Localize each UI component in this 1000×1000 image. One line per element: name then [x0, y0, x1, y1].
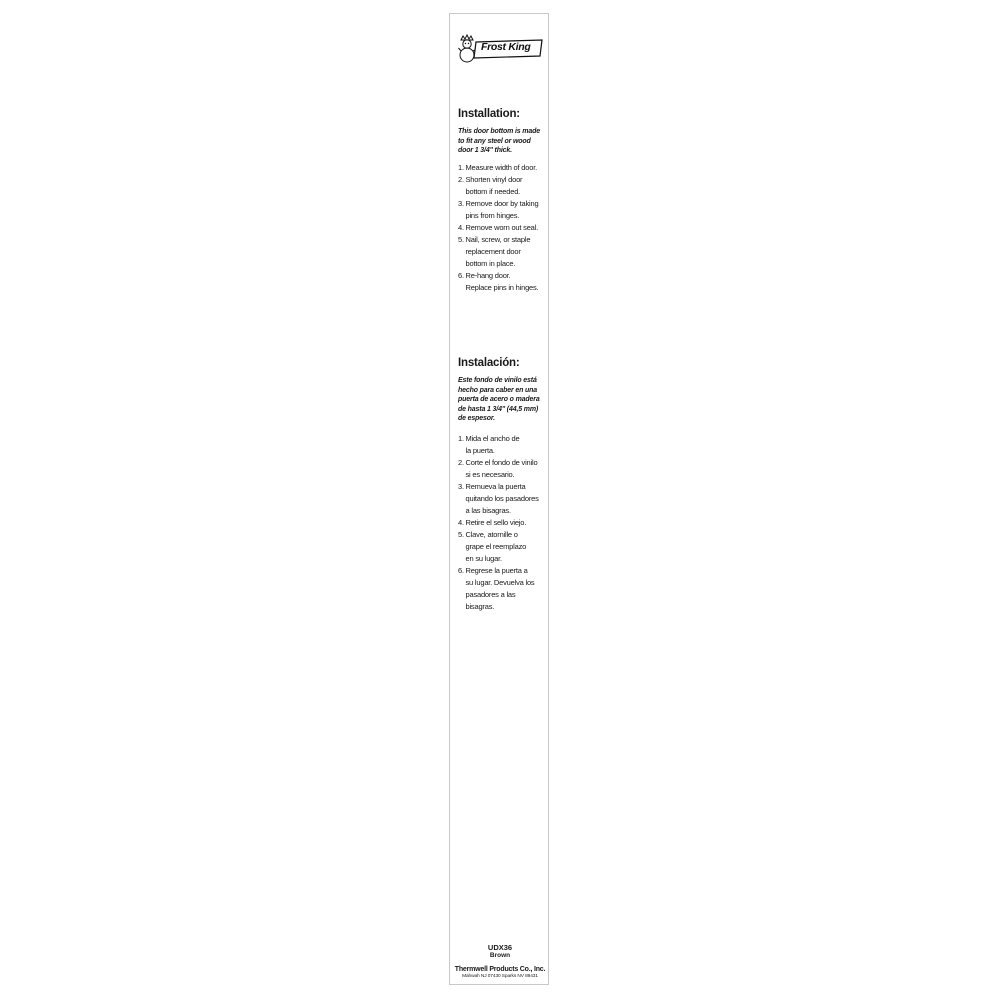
instruction-step	[458, 162, 546, 174]
step-number: 2.	[458, 457, 464, 467]
step-text: Remove door by taking pins from hinges.	[465, 198, 539, 220]
instruction-step	[458, 565, 546, 613]
product-footer	[450, 943, 550, 980]
step-number: 1.	[458, 162, 464, 172]
step-number: 5.	[458, 529, 464, 539]
english-heading: Installation:	[458, 108, 520, 120]
step-text: Shorten vinyl door bottom if needed.	[465, 174, 523, 196]
spanish-heading: Instalación:	[458, 357, 520, 369]
step-number: 5.	[458, 234, 464, 244]
step-text: Mida el ancho de la puerta.	[465, 433, 520, 455]
step-number: 6.	[458, 270, 464, 280]
step-text: Remueva la puerta quitando los pasadores a las bisagras.	[465, 481, 539, 515]
step-text: Clave, atornille o grape el reemplazo en su lugar.	[465, 529, 527, 563]
product-color: Brown	[489, 952, 511, 959]
english-intro: This door bottom is made to fit any steel or wood door 1 3/4" thick.	[458, 128, 540, 154]
step-text: Measure width of door.	[465, 162, 537, 172]
step-text: Corte el fondo de vinilo si es necesario.	[465, 457, 538, 479]
english-section	[458, 108, 546, 294]
step-number: 1.	[458, 433, 464, 443]
instruction-step	[458, 234, 546, 270]
instruction-step	[458, 270, 546, 294]
instruction-step	[458, 433, 546, 457]
spanish-section	[458, 357, 546, 613]
step-text: Retire el sello viejo.	[465, 517, 527, 527]
instruction-card	[449, 13, 549, 985]
spanish-intro: Este fondo de vinilo está hecho para caber en una puerta de acero o madera de hasta 1 3/4" (44,5 mm) de espesor.	[458, 377, 540, 422]
english-steps	[458, 162, 546, 294]
instruction-step	[458, 222, 546, 234]
step-number: 4.	[458, 222, 464, 232]
company-address: Mahwah NJ 07430 Sparks NV 89431	[462, 974, 538, 979]
frost-king-logo	[458, 34, 544, 64]
step-text: Remove worn out seal.	[465, 222, 539, 232]
brand-wordmark: Frost King	[481, 41, 531, 53]
step-number: 6.	[458, 565, 464, 575]
step-text: Regrese la puerta a su lugar. Devuelva los pasadores a las bisagras.	[465, 565, 535, 611]
step-number: 3.	[458, 481, 464, 491]
company-name: Thermwell Products Co., Inc.	[454, 966, 546, 973]
instruction-step	[458, 481, 546, 517]
instruction-step	[458, 174, 546, 198]
step-number: 4.	[458, 517, 464, 527]
step-number: 3.	[458, 198, 464, 208]
step-text: Nail, screw, or staple replacement door bottom in place.	[465, 234, 531, 268]
instruction-step	[458, 529, 546, 565]
step-text: Re-hang door. Replace pins in hinges.	[465, 270, 539, 292]
instruction-step	[458, 457, 546, 481]
spanish-steps	[458, 433, 546, 613]
step-number: 2.	[458, 174, 464, 184]
instruction-step	[458, 198, 546, 222]
model-number: UDX36	[487, 943, 513, 952]
instruction-step	[458, 517, 546, 529]
